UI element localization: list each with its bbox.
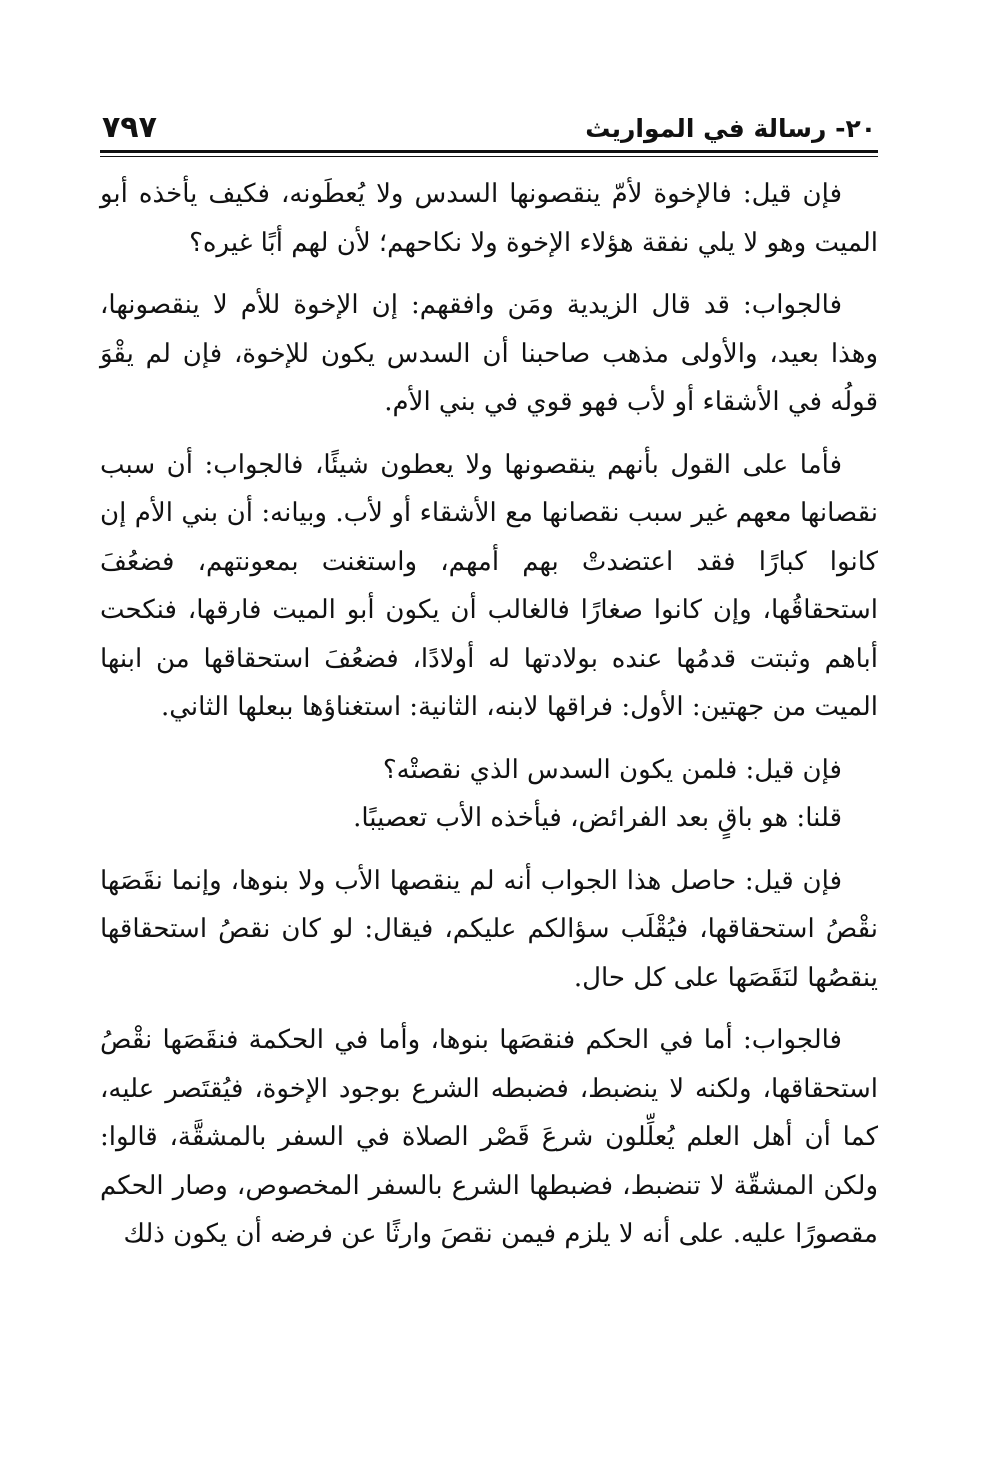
header-rule-thin: [100, 156, 878, 157]
paragraph-2: فالجواب: قد قال الزيدية ومَن وافقهم: إن الإخوة للأم لا ينقصونها، وهذا بعيد، والأولى مذهب صاحبنا أن السدس يكون للإخوة، فإن لم يقْوَ قولُه في الأشقاء أو لأب فهو قوي في بني الأم.: [100, 290, 878, 417]
paragraph-5: قلنا: هو باقٍ بعد الفرائض، فيأخذه الأب تعصيبًا.: [353, 803, 842, 833]
paragraph-1: فإن قيل: فالإخوة لأمّ ينقصونها السدس ولا يُعطَونه، فكيف يأخذه أبو الميت وهو لا يلي نفقة هؤلاء الإخوة ولا نكاحهم؛ لأن لهم أبًا غيره؟: [100, 179, 878, 258]
body-text: [100, 170, 878, 1273]
document-page: [100, 108, 878, 1408]
chapter-title: ٢٠- رسالة في المواريث: [585, 114, 876, 143]
page-header: [100, 108, 878, 148]
header-rule-thick: [100, 150, 878, 153]
paragraph-4: فإن قيل: فلمن يكون السدس الذي نقصتْه؟: [382, 754, 842, 785]
paragraph-7: فالجواب: أما في الحكم فنقصَها بنوها، وأما في الحكمة فنقَصَها نقْصُ استحقاقها، ولكنه لا ينضبط، فضبطه الشرع بوجود الإخوة، فيُقتَصر عليه، كما أن أهل العلم يُعلِّلون شرعَ قَصْر الصلاة في السفر بالمشقَّة، قالوا: ولكن المشقّة لا تنضبط، فضبطها الشرع بالسفر المخصوص، وصار الحكم مقصورًا عليه. على أنه لا يلزم فيمن نقصَ وارثًا عن فرضه أن يكون ذلك: [100, 1025, 878, 1249]
page-number: ٧٩٧: [102, 110, 157, 145]
paragraph-6: فإن قيل: حاصل هذا الجواب أنه لم ينقصها الأب ولا بنوها، وإنما نقَصَها نقْصُ استحقاقها، فيُقْلَب سؤالكم عليكم، فيقال: لو كان نقصُ استحقاقها ينقصُها لنَقَصَها على كل حال.: [100, 865, 878, 993]
paragraph-3: فأما على القول بأنهم ينقصونها ولا يعطون شيئًا، فالجواب: أن سبب نقصانها معهم غير سبب نقصانها مع الأشقاء أو لأب. وبيانه: أن بني الأم إن كانوا كبارًا فقد اعتضدتْ بهم أمهم، واستغنت بمعونتهم، فضعُفَ استحقاقُها، وإن كانوا صغارًا فالغالب أن يكون أبو الميت فارقها، فنكحت أباهم وثبتت قدمُها عنده بولادتها له أولادًا، فضعُفَ استحقاقها من ابنها الميت من جهتين: الأول: فراقها لابنه، الثانية: استغناؤها ببعلها الثاني.: [100, 449, 878, 722]
